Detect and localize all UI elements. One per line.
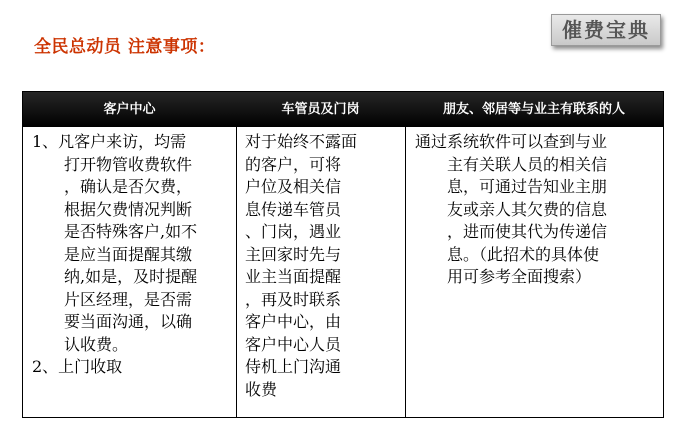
cell-line: 是否特殊客户,如不 — [32, 222, 198, 241]
cell-line: 对于始终不露面 — [245, 132, 358, 151]
header-friends-neighbors: 朋友、邻居等与业主有联系的人 — [442, 102, 625, 117]
cell-line: 息。（此招术的具体使 — [415, 244, 600, 264]
cell-line: 主回家时先与 — [245, 244, 342, 264]
column-divider — [236, 127, 237, 417]
cell-line: ，再及时联系 — [245, 289, 342, 309]
table-header — [23, 92, 663, 127]
cell-line: 通过系统软件可以查到与业 — [415, 132, 608, 151]
logo-stamp: 催费宝典 — [551, 14, 661, 46]
column-divider — [405, 127, 406, 417]
cell-line: 客户中心人员 — [245, 334, 342, 354]
cell-line: 收费 — [245, 379, 278, 399]
cell-line: 认收费。 — [32, 334, 129, 354]
cell-line: ，确认是否欠费， — [32, 177, 193, 196]
header-vehicle-guard: 车管员及门岗 — [281, 102, 360, 117]
header-customer-center: 客户中心 — [103, 102, 156, 117]
cell-line: 打开物管收费软件 — [32, 154, 193, 174]
cell-line: 主有关联人员的相关信 — [415, 154, 608, 174]
cell-line: 要当面沟通，以确 — [32, 312, 193, 331]
cell-line: 友或亲人其欠费的信息 — [415, 199, 608, 219]
cell-vehicle-guard — [245, 131, 357, 401]
cell-line: 客户中心，由 — [245, 312, 342, 331]
cell-line: 、门岗，遇业 — [245, 222, 342, 241]
cell-line: 2、上门收取 — [32, 357, 123, 376]
cell-line: 根据欠费情况判断 — [32, 199, 193, 219]
notice-table — [22, 91, 664, 418]
cell-line: 是应当面提醒其缴 — [32, 244, 193, 264]
page-title: 全民总动员 注意事项： — [34, 37, 216, 57]
cell-line: 息，可通过告知业主朋 — [415, 177, 608, 196]
cell-line: 息传递车管员 — [245, 199, 342, 219]
cell-line: 用可参考全面搜索） — [415, 267, 592, 286]
cell-customer-center — [32, 131, 197, 379]
cell-line: 1、凡客户来访，均需 — [32, 132, 187, 151]
cell-line: 片区经理，是否需 — [32, 289, 193, 309]
cell-line: 业主当面提醒 — [245, 267, 342, 286]
cell-line: ，进而使其代为传递信 — [415, 222, 608, 241]
cell-line: 纳,如是，及时提醒 — [32, 267, 198, 286]
cell-line: 的客户，可将 — [245, 154, 342, 174]
cell-friends-neighbors — [415, 131, 607, 289]
cell-line: 户位及相关信 — [245, 177, 342, 196]
cell-line: 侍机上门沟通 — [245, 357, 342, 376]
